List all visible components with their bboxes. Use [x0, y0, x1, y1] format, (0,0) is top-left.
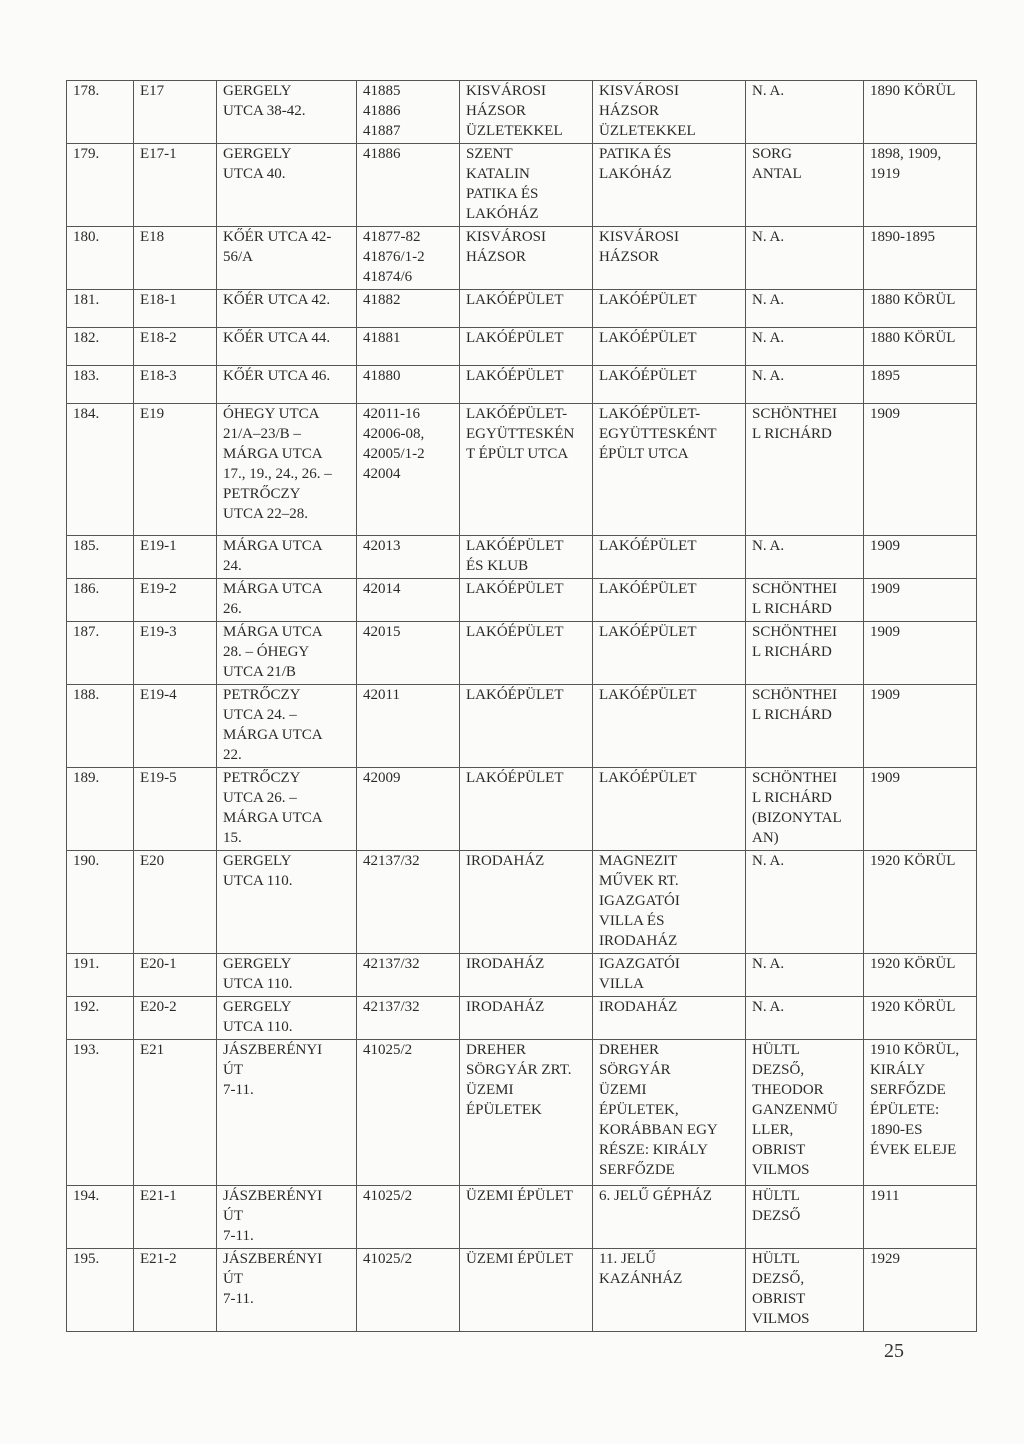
architect-cell: N. A.	[746, 328, 864, 366]
row-number-cell: 186.	[67, 579, 134, 622]
address-cell: GERGELY UTCA 110.	[217, 851, 357, 954]
architect-cell: N. A.	[746, 954, 864, 997]
architect-cell: N. A.	[746, 536, 864, 579]
original-function-cell: DREHER SÖRGYÁR ZRT. ÜZEMI ÉPÜLETEK	[460, 1040, 593, 1186]
original-function-cell: IRODAHÁZ	[460, 851, 593, 954]
current-function-cell: PATIKA ÉS LAKÓHÁZ	[593, 144, 746, 227]
parcel-number-cell: 42015	[357, 622, 460, 685]
parcel-number-cell: 42011-16 42006-08, 42005/1-2 42004	[357, 404, 460, 536]
current-function-cell: 11. JELŰ KAZÁNHÁZ	[593, 1249, 746, 1332]
parcel-number-cell: 41886	[357, 144, 460, 227]
architect-cell: HÜLTL DEZSŐ	[746, 1186, 864, 1249]
row-number-cell: 187.	[67, 622, 134, 685]
item-id-cell: E17-1	[134, 144, 217, 227]
construction-date-cell: 1909	[864, 579, 977, 622]
architect-cell: N. A.	[746, 227, 864, 290]
parcel-number-cell: 42011	[357, 685, 460, 768]
address-cell: GERGELY UTCA 38-42.	[217, 81, 357, 144]
item-id-cell: E21-2	[134, 1249, 217, 1332]
parcel-number-cell: 41025/2	[357, 1249, 460, 1332]
original-function-cell: ÜZEMI ÉPÜLET	[460, 1249, 593, 1332]
original-function-cell: LAKÓÉPÜLET	[460, 290, 593, 328]
current-function-cell: LAKÓÉPÜLET	[593, 622, 746, 685]
architect-cell: HÜLTL DEZSŐ, OBRIST VILMOS	[746, 1249, 864, 1332]
table-row	[67, 579, 977, 622]
current-function-cell: IRODAHÁZ	[593, 997, 746, 1040]
current-function-cell: DREHER SÖRGYÁR ÜZEMI ÉPÜLETEK, KORÁBBAN EGY RÉSZE: KIRÁLY SERFŐZDE	[593, 1040, 746, 1186]
inventory-table	[66, 80, 977, 1332]
construction-date-cell: 1898, 1909, 1919	[864, 144, 977, 227]
parcel-number-cell: 41880	[357, 366, 460, 404]
construction-date-cell: 1895	[864, 366, 977, 404]
original-function-cell: IRODAHÁZ	[460, 997, 593, 1040]
construction-date-cell: 1890-1895	[864, 227, 977, 290]
address-cell: GERGELY UTCA 40.	[217, 144, 357, 227]
table-row	[67, 404, 977, 536]
address-cell: MÁRGA UTCA 24.	[217, 536, 357, 579]
item-id-cell: E19	[134, 404, 217, 536]
table-row	[67, 685, 977, 768]
address-cell: GERGELY UTCA 110.	[217, 954, 357, 997]
original-function-cell: LAKÓÉPÜLET	[460, 328, 593, 366]
row-number-cell: 194.	[67, 1186, 134, 1249]
address-cell: MÁRGA UTCA 26.	[217, 579, 357, 622]
item-id-cell: E19-4	[134, 685, 217, 768]
original-function-cell: LAKÓÉPÜLET	[460, 366, 593, 404]
original-function-cell: LAKÓÉPÜLET	[460, 685, 593, 768]
original-function-cell: LAKÓÉPÜLET ÉS KLUB	[460, 536, 593, 579]
row-number-cell: 180.	[67, 227, 134, 290]
current-function-cell: LAKÓÉPÜLET	[593, 579, 746, 622]
architect-cell: N. A.	[746, 851, 864, 954]
parcel-number-cell: 41885 41886 41887	[357, 81, 460, 144]
architect-cell: SCHÖNTHEI L RICHÁRD	[746, 622, 864, 685]
parcel-number-cell: 41025/2	[357, 1040, 460, 1186]
table-row	[67, 144, 977, 227]
current-function-cell: LAKÓÉPÜLET	[593, 290, 746, 328]
row-number-cell: 184.	[67, 404, 134, 536]
item-id-cell: E18-2	[134, 328, 217, 366]
row-number-cell: 188.	[67, 685, 134, 768]
parcel-number-cell: 42014	[357, 579, 460, 622]
item-id-cell: E19-5	[134, 768, 217, 851]
current-function-cell: LAKÓÉPÜLET	[593, 536, 746, 579]
architect-cell: HÜLTL DEZSŐ, THEODOR GANZENMÜ LLER, OBRIST VILMOS	[746, 1040, 864, 1186]
architect-cell: N. A.	[746, 290, 864, 328]
address-cell: KŐÉR UTCA 42.	[217, 290, 357, 328]
architect-cell: SCHÖNTHEI L RICHÁRD	[746, 685, 864, 768]
table-row	[67, 851, 977, 954]
table-row	[67, 290, 977, 328]
item-id-cell: E20-2	[134, 997, 217, 1040]
row-number-cell: 182.	[67, 328, 134, 366]
current-function-cell: LAKÓÉPÜLET	[593, 768, 746, 851]
address-cell: JÁSZBERÉNYI ÚT 7-11.	[217, 1186, 357, 1249]
construction-date-cell: 1909	[864, 768, 977, 851]
row-number-cell: 178.	[67, 81, 134, 144]
address-cell: KŐÉR UTCA 44.	[217, 328, 357, 366]
row-number-cell: 185.	[67, 536, 134, 579]
construction-date-cell: 1880 KÖRÜL	[864, 328, 977, 366]
current-function-cell: KISVÁROSI HÁZSOR ÜZLETEKKEL	[593, 81, 746, 144]
original-function-cell: SZENT KATALIN PATIKA ÉS LAKÓHÁZ	[460, 144, 593, 227]
construction-date-cell: 1920 KÖRÜL	[864, 851, 977, 954]
parcel-number-cell: 42137/32	[357, 954, 460, 997]
address-cell: JÁSZBERÉNYI ÚT 7-11.	[217, 1249, 357, 1332]
architect-cell: SCHÖNTHEI L RICHÁRD	[746, 579, 864, 622]
table-row	[67, 366, 977, 404]
original-function-cell: LAKÓÉPÜLET- EGYÜTTESKÉN T ÉPÜLT UTCA	[460, 404, 593, 536]
table-body	[67, 81, 977, 1332]
construction-date-cell: 1910 KÖRÜL, KIRÁLY SERFŐZDE ÉPÜLETE: 1890-ES ÉVEK ELEJE	[864, 1040, 977, 1186]
address-cell: ÓHEGY UTCA 21/A–23/B – MÁRGA UTCA 17., 19., 24., 26. – PETRŐCZY UTCA 22–28.	[217, 404, 357, 536]
table-row	[67, 227, 977, 290]
row-number-cell: 190.	[67, 851, 134, 954]
table-row	[67, 536, 977, 579]
current-function-cell: 6. JELŰ GÉPHÁZ	[593, 1186, 746, 1249]
construction-date-cell: 1890 KÖRÜL	[864, 81, 977, 144]
construction-date-cell: 1880 KÖRÜL	[864, 290, 977, 328]
item-id-cell: E19-3	[134, 622, 217, 685]
row-number-cell: 179.	[67, 144, 134, 227]
row-number-cell: 181.	[67, 290, 134, 328]
row-number-cell: 193.	[67, 1040, 134, 1186]
current-function-cell: KISVÁROSI HÁZSOR	[593, 227, 746, 290]
address-cell: KŐÉR UTCA 42- 56/A	[217, 227, 357, 290]
table-row	[67, 1186, 977, 1249]
parcel-number-cell: 42009	[357, 768, 460, 851]
original-function-cell: LAKÓÉPÜLET	[460, 579, 593, 622]
item-id-cell: E18-3	[134, 366, 217, 404]
address-cell: GERGELY UTCA 110.	[217, 997, 357, 1040]
page-number: 25	[884, 1340, 904, 1362]
current-function-cell: LAKÓÉPÜLET	[593, 685, 746, 768]
parcel-number-cell: 42137/32	[357, 997, 460, 1040]
original-function-cell: ÜZEMI ÉPÜLET	[460, 1186, 593, 1249]
item-id-cell: E19-2	[134, 579, 217, 622]
table-row	[67, 1040, 977, 1186]
item-id-cell: E19-1	[134, 536, 217, 579]
item-id-cell: E21	[134, 1040, 217, 1186]
address-cell: PETRŐCZY UTCA 26. – MÁRGA UTCA 15.	[217, 768, 357, 851]
table-row	[67, 1249, 977, 1332]
address-cell: MÁRGA UTCA 28. – ÓHEGY UTCA 21/B	[217, 622, 357, 685]
construction-date-cell: 1909	[864, 536, 977, 579]
parcel-number-cell: 42137/32	[357, 851, 460, 954]
parcel-number-cell: 41025/2	[357, 1186, 460, 1249]
row-number-cell: 192.	[67, 997, 134, 1040]
row-number-cell: 191.	[67, 954, 134, 997]
original-function-cell: LAKÓÉPÜLET	[460, 622, 593, 685]
table-row	[67, 328, 977, 366]
architect-cell: SCHÖNTHEI L RICHÁRD	[746, 404, 864, 536]
construction-date-cell: 1929	[864, 1249, 977, 1332]
parcel-number-cell: 41881	[357, 328, 460, 366]
original-function-cell: KISVÁROSI HÁZSOR	[460, 227, 593, 290]
address-cell: PETRŐCZY UTCA 24. – MÁRGA UTCA 22.	[217, 685, 357, 768]
current-function-cell: LAKÓÉPÜLET	[593, 328, 746, 366]
original-function-cell: KISVÁROSI HÁZSOR ÜZLETEKKEL	[460, 81, 593, 144]
table-row	[67, 997, 977, 1040]
construction-date-cell: 1909	[864, 404, 977, 536]
row-number-cell: 189.	[67, 768, 134, 851]
original-function-cell: LAKÓÉPÜLET	[460, 768, 593, 851]
address-cell: KŐÉR UTCA 46.	[217, 366, 357, 404]
current-function-cell: IGAZGATÓI VILLA	[593, 954, 746, 997]
item-id-cell: E20	[134, 851, 217, 954]
table-row	[67, 622, 977, 685]
construction-date-cell: 1911	[864, 1186, 977, 1249]
architect-cell: N. A.	[746, 366, 864, 404]
architect-cell: SORG ANTAL	[746, 144, 864, 227]
table-row	[67, 81, 977, 144]
row-number-cell: 195.	[67, 1249, 134, 1332]
construction-date-cell: 1909	[864, 622, 977, 685]
parcel-number-cell: 41882	[357, 290, 460, 328]
current-function-cell: MAGNEZIT MŰVEK RT. IGAZGATÓI VILLA ÉS IRODAHÁZ	[593, 851, 746, 954]
address-cell: JÁSZBERÉNYI ÚT 7-11.	[217, 1040, 357, 1186]
current-function-cell: LAKÓÉPÜLET- EGYÜTTESKÉNT ÉPÜLT UTCA	[593, 404, 746, 536]
item-id-cell: E21-1	[134, 1186, 217, 1249]
original-function-cell: IRODAHÁZ	[460, 954, 593, 997]
item-id-cell: E17	[134, 81, 217, 144]
table-row	[67, 768, 977, 851]
architect-cell: N. A.	[746, 997, 864, 1040]
construction-date-cell: 1909	[864, 685, 977, 768]
parcel-number-cell: 42013	[357, 536, 460, 579]
table-row	[67, 954, 977, 997]
architect-cell: SCHÖNTHEI L RICHÁRD (BIZONYTAL AN)	[746, 768, 864, 851]
architect-cell: N. A.	[746, 81, 864, 144]
row-number-cell: 183.	[67, 366, 134, 404]
current-function-cell: LAKÓÉPÜLET	[593, 366, 746, 404]
item-id-cell: E18-1	[134, 290, 217, 328]
construction-date-cell: 1920 KÖRÜL	[864, 997, 977, 1040]
item-id-cell: E18	[134, 227, 217, 290]
construction-date-cell: 1920 KÖRÜL	[864, 954, 977, 997]
item-id-cell: E20-1	[134, 954, 217, 997]
parcel-number-cell: 41877-82 41876/1-2 41874/6	[357, 227, 460, 290]
